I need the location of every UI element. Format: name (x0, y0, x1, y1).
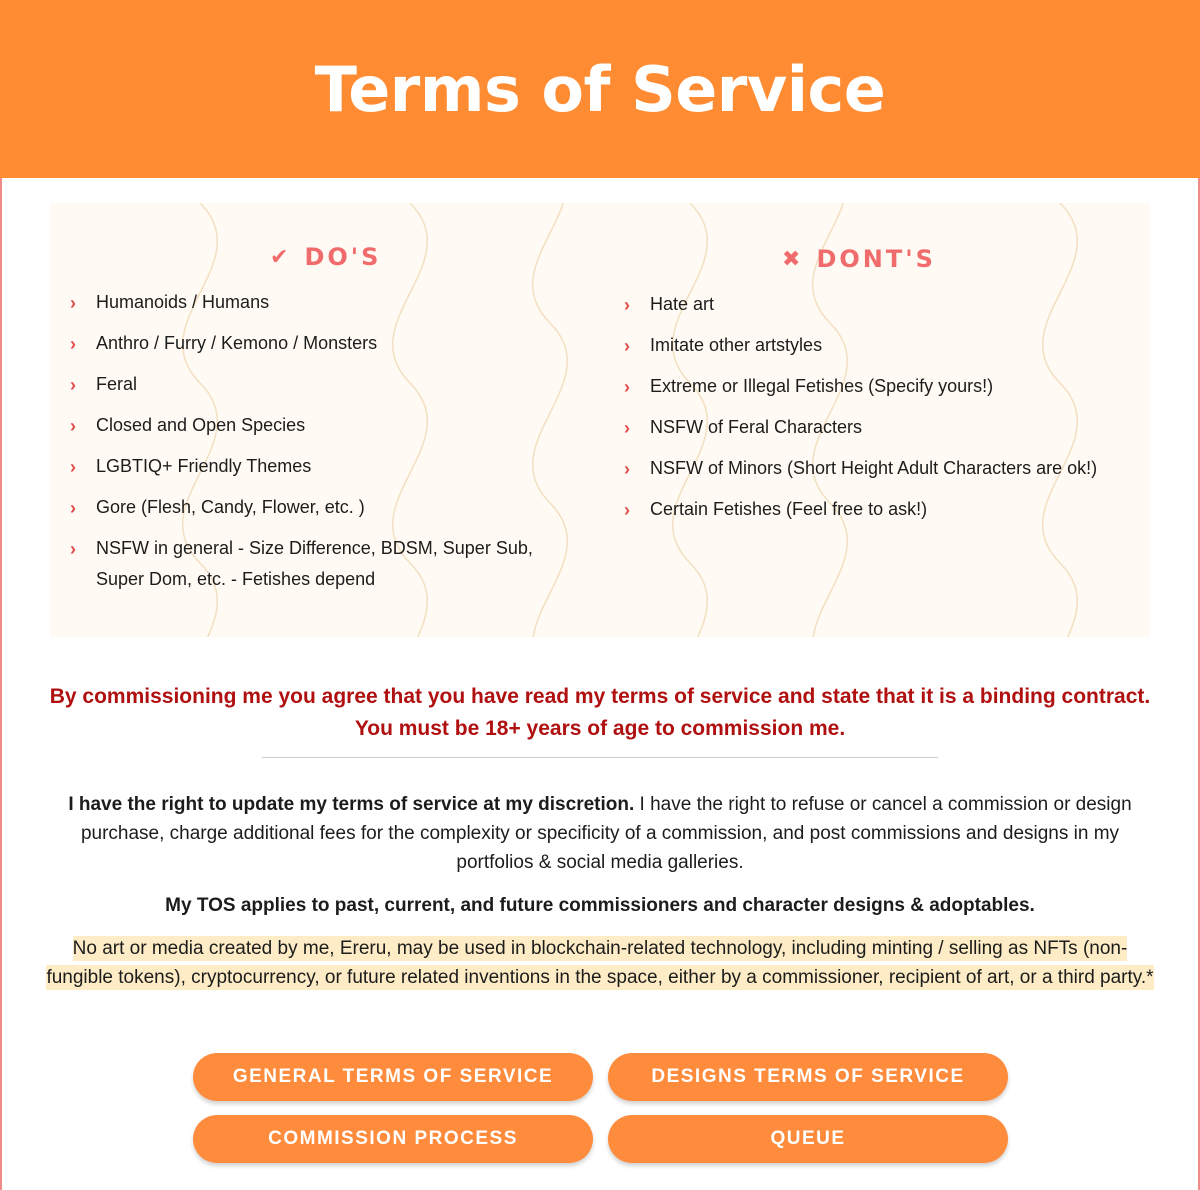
list-item: › Closed and Open Species (70, 410, 580, 441)
x-icon: ✖ (782, 246, 801, 272)
list-item: › NSFW of Minors (Short Height Adult Characters are ok!) (624, 453, 1097, 484)
list-item: › LGBTIQ+ Friendly Themes (70, 451, 580, 482)
page-title: Terms of Service (314, 52, 886, 126)
list-item: › Extreme or Illegal Fetishes (Specify yours!) (624, 371, 1097, 402)
chevron-right-icon: › (624, 377, 630, 397)
chevron-right-icon: › (624, 500, 630, 520)
chevron-right-icon: › (70, 457, 76, 477)
list-item: › Gore (Flesh, Candy, Flower, etc. ) (70, 492, 580, 523)
chevron-right-icon: › (624, 295, 630, 315)
list-item: › Imitate other artstyles (624, 330, 1097, 361)
commission-process-button[interactable]: COMMISSION PROCESS (193, 1115, 593, 1163)
dos-heading (270, 243, 381, 271)
agreement-notice: By commissioning me you agree that you have read my terms of service and state that it is a binding contract. You must be 18+ years of age to commission me. (49, 685, 1151, 740)
section-divider (262, 757, 938, 758)
chevron-right-icon: › (70, 293, 76, 313)
list-item: › NSFW in general - Size Difference, BDSM, Super Sub, Super Dom, etc. - Fetishes depend (70, 533, 580, 595)
list-item: › Certain Fetishes (Feel free to ask!) (624, 494, 1097, 525)
list-item: › Humanoids / Humans (70, 287, 580, 318)
left-edge-line (0, 178, 2, 1190)
chevron-right-icon: › (70, 334, 76, 354)
rights-text: I have the right to refuse or cancel a commission or design purchase, charge additional fees for the complexity or specificity of a commission, and post commissions and designs in my portfolios & social media galleries. (80, 794, 1132, 873)
general-tos-button[interactable]: GENERAL TERMS OF SERVICE (193, 1053, 593, 1101)
donts-heading (782, 245, 936, 273)
dos-title: DO'S (304, 243, 382, 271)
chevron-right-icon: › (70, 539, 76, 559)
chevron-right-icon: › (624, 418, 630, 438)
nft-paragraph (40, 934, 1160, 992)
list-item: › NSFW of Feral Characters (624, 412, 1097, 443)
donts-title: DONT'S (816, 245, 936, 273)
tos-applies-text: My TOS applies to past, current, and future commissioners and character designs & adoptables. (165, 895, 1035, 916)
chevron-right-icon: › (70, 498, 76, 518)
rights-bold-text: I have the right to update my terms of service at my discretion. (68, 794, 635, 815)
chevron-right-icon: › (70, 416, 76, 436)
rights-paragraph (40, 790, 1160, 877)
nft-highlighted-text: No art or media created by me, Ereru, may be used in blockchain-related technology, including minting / selling as NFTs (non-fungible tokens), cryptocurrency, or future related inventions in the space, either by a commissioner, recipient of art, or a third party.* (46, 938, 1154, 988)
list-item: › Anthro / Furry / Kemono / Monsters (70, 328, 580, 359)
chevron-right-icon: › (624, 459, 630, 479)
list-item: › Feral (70, 369, 580, 400)
dos-list (70, 287, 580, 605)
chevron-right-icon: › (70, 375, 76, 395)
donts-list (624, 289, 1097, 535)
designs-tos-button[interactable]: DESIGNS TERMS OF SERVICE (608, 1053, 1008, 1101)
dos-donts-panel (50, 203, 1150, 637)
check-icon: ✔ (270, 244, 289, 270)
list-item: › Hate art (624, 289, 1097, 320)
queue-button[interactable]: QUEUE (608, 1115, 1008, 1163)
chevron-right-icon: › (624, 336, 630, 356)
page-header (0, 0, 1200, 178)
